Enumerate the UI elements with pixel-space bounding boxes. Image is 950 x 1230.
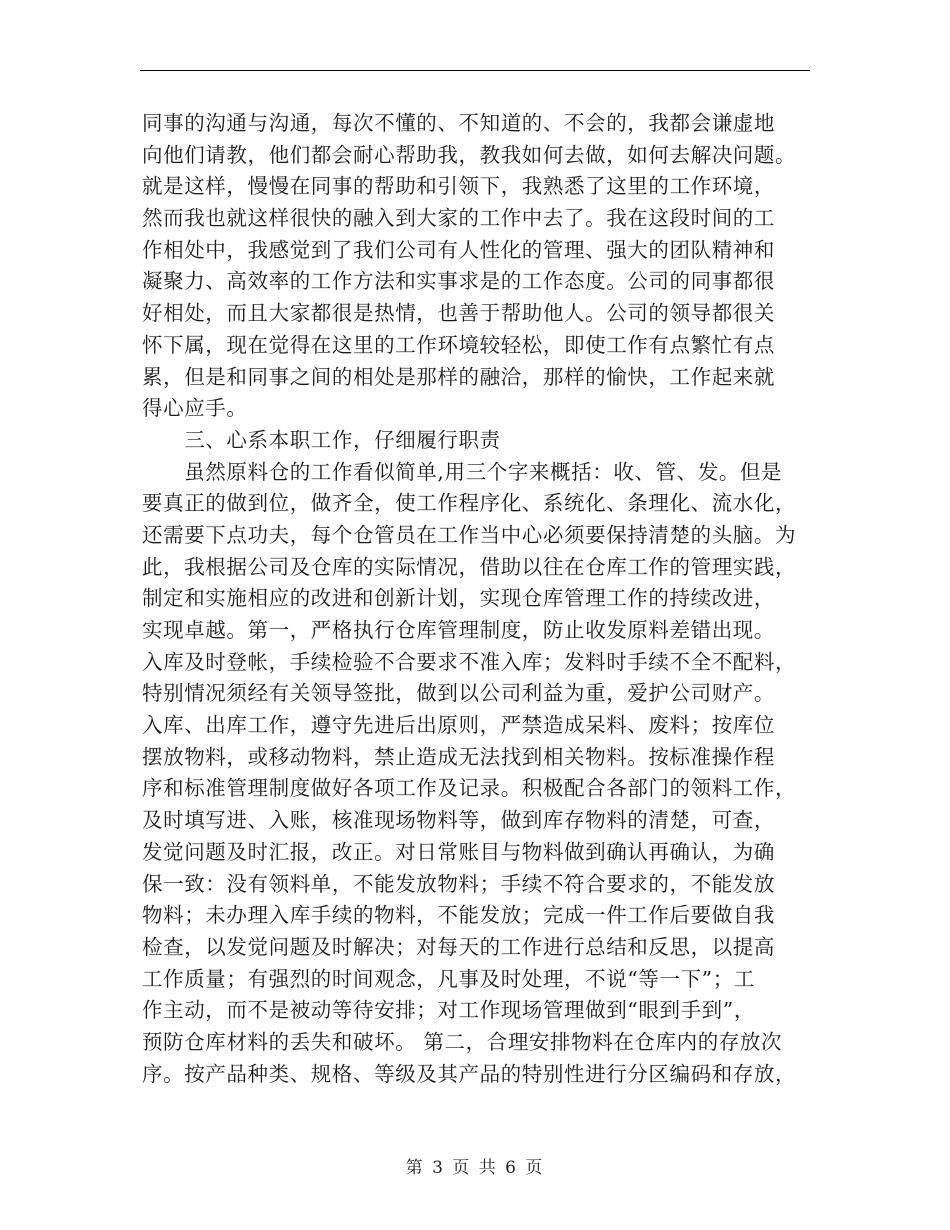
text-line: 摆放物料，或移动物料，禁止造成无法找到相关物料。按标准操作程 <box>142 744 775 769</box>
header-rule <box>140 70 810 71</box>
text-line: 序和标准管理制度做好各项工作及记录。积极配合各部门的领料工作， <box>142 776 797 801</box>
text-line: 检查，以发觉问题及时解决；对每天的工作进行总结和反思，以提高 <box>142 934 775 959</box>
text-line: 累，但是和同事之间的相处是那样的融洽，那样的愉快，工作起来就 <box>142 364 775 389</box>
text-line: 序。按产品种类、规格、等级及其产品的特别性进行分区编码和存放， <box>142 1061 797 1086</box>
text-line: 得心应手。 <box>142 396 248 421</box>
text-line: 好相处，而且大家都很是热情，也善于帮助他人。公司的领导都很关 <box>142 301 775 326</box>
text-line: 然而我也就这样很快的融入到大家的工作中去了。我在这段时间的工 <box>142 206 775 231</box>
text-line: 怀下属，现在觉得在这里的工作环境较轻松，即使工作有点繁忙有点 <box>142 332 775 357</box>
text-line: 虽然原料仓的工作看似简单,用三个字来概括：收、管、发。但是 <box>142 459 783 484</box>
text-line: 作相处中，我感觉到了我们公司有人性化的管理、强大的团队精神和 <box>142 237 775 262</box>
text-line: 发觉问题及时汇报，改正。对日常账目与物料做到确认再确认，为确 <box>142 839 775 864</box>
text-line: 入库及时登帐，手续检验不合要求不准入库；发料时手续不全不配料， <box>142 649 797 674</box>
text-line: 还需要下点功夫，每个仓管员在工作当中心必须要保持清楚的头脑。为 <box>142 522 797 547</box>
page-number: 第 3 页 共 6 页 <box>405 1158 545 1178</box>
document-body <box>142 108 812 1090</box>
text-line: 工作质量；有强烈的时间观念，凡事及时处理，不说“等一下”；工 <box>142 966 755 991</box>
text-line: 同事的沟通与沟通，每次不懂的、不知道的、不会的，我都会谦虚地 <box>142 111 775 135</box>
text-line: 作主动，而不是被动等待安排；对工作现场管理做到“眼到手到”， <box>142 998 755 1023</box>
text-line: 向他们请教，他们都会耐心帮助我，教我如何去做，如何去解决问题。 <box>142 142 797 167</box>
text-line: 物料；未办理入库手续的物料，不能发放；完成一件工作后要做自我 <box>142 903 775 928</box>
text-line: 三、心系本职工作，仔细履行职责 <box>142 427 501 452</box>
text-line: 及时填写进、入账，核准现场物料等，做到库存物料的清楚，可查， <box>142 808 775 833</box>
text-line: 就是这样，慢慢在同事的帮助和引领下，我熟悉了这里的工作环境， <box>142 174 775 199</box>
text-line: 预防仓库材料的丢失和破坏。 第二，合理安排物料在仓库内的存放次 <box>142 1029 783 1054</box>
text-line: 此，我根据公司及仓库的实际情况，借助以往在仓库工作的管理实践， <box>142 554 797 579</box>
text-line: 保一致：没有领料单，不能发放物料；手续不符合要求的，不能发放 <box>142 871 775 896</box>
text-line: 凝聚力、高效率的工作方法和实事求是的工作态度。公司的同事都很 <box>142 269 775 294</box>
text-line: 特别情况须经有关领导签批，做到以公司利益为重，爱护公司财产。 <box>142 681 775 706</box>
text-line: 制定和实施相应的改进和创新计划，实现仓库管理工作的持续改进， <box>142 586 775 611</box>
text-line: 入库、出库工作，遵守先进后出原则，严禁造成呆料、废料；按库位 <box>142 713 775 738</box>
text-line: 要真正的做到位，做齐全，使工作程序化、系统化、条理化、流水化， <box>142 491 797 516</box>
text-line: 实现卓越。第一，严格执行仓库管理制度，防止收发原料差错出现。 <box>142 618 775 642</box>
